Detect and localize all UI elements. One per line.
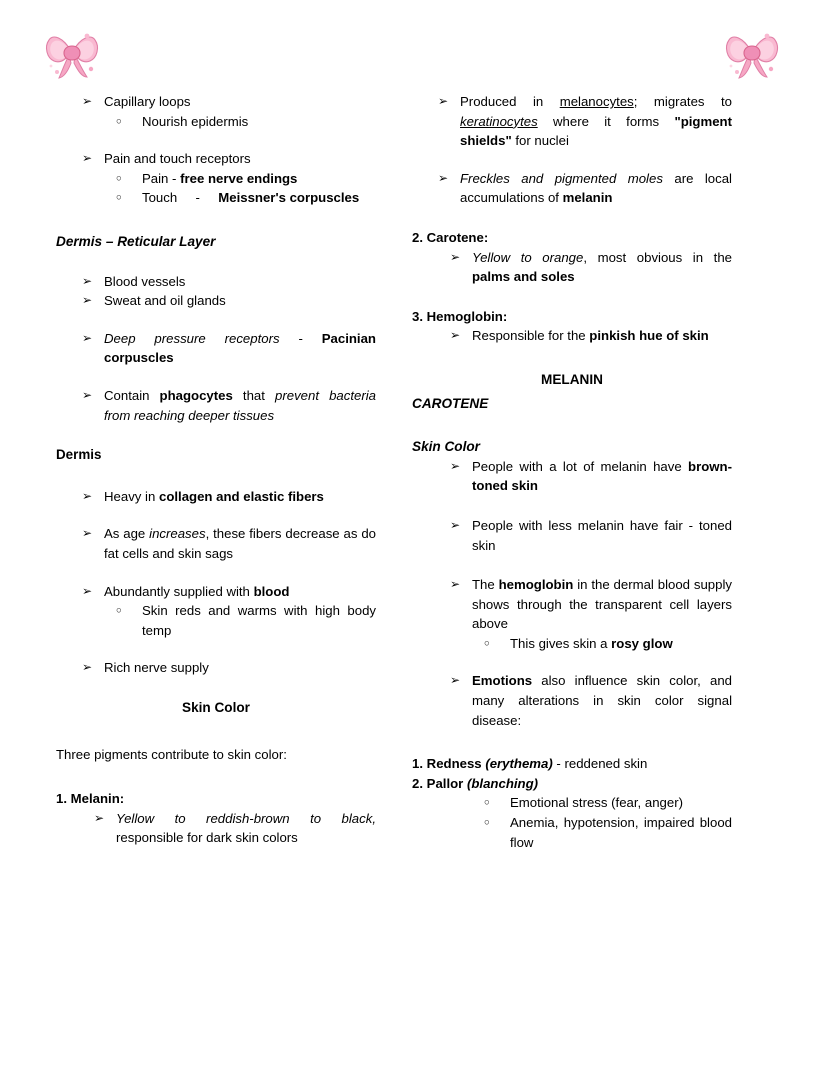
spacer (56, 506, 376, 524)
numbered-item (412, 774, 732, 794)
text-run: , most obvious in the (583, 249, 732, 265)
text-run: that (232, 387, 276, 403)
numbered-item: 3. Hemoglobin: (412, 308, 508, 324)
section-heading: CAROTENE (412, 395, 489, 411)
text-run-bold: melanin (562, 190, 613, 206)
section-heading: MELANIN (541, 371, 603, 387)
spacer (56, 208, 376, 232)
bullet-arrow-icon: ➢ (82, 526, 93, 541)
list-item-text (104, 582, 376, 602)
text-run-bold-italic: (erythema) (485, 756, 553, 772)
list-item (82, 272, 376, 292)
text-run: - (279, 330, 322, 346)
list-item (450, 671, 732, 730)
list-item (82, 658, 376, 678)
bullet-arrow-icon: ➢ (82, 293, 93, 308)
bullet-arrow-icon: ➢ (82, 94, 93, 108)
spacer (412, 413, 732, 437)
text-run-bold-italic: (blanching) (466, 775, 539, 791)
paragraph: Three pigments contribute to skin color: (56, 747, 287, 763)
text-run: As age (104, 526, 150, 542)
list-item-text: Nourish epidermis (142, 113, 249, 129)
text-run-bold: palms and soles (472, 269, 575, 285)
section-heading: Dermis (56, 447, 102, 463)
list-item-text: Skin reds and warms with high body temp (142, 603, 376, 638)
text-run: Responsible for the (472, 328, 590, 344)
section-heading: Dermis – Reticular Layer (56, 233, 216, 249)
list-item-text (472, 248, 732, 287)
bullet-arrow-icon: ➢ (450, 328, 461, 343)
bullet-arrow-icon: ➢ (450, 249, 461, 264)
list-item (116, 188, 376, 208)
list-item-text: Sweat and oil glands (104, 293, 226, 309)
bullet-arrow-icon: ➢ (82, 488, 93, 503)
list-item (82, 487, 376, 507)
text-run: Pain - (142, 170, 181, 186)
spacer (412, 346, 732, 370)
bullet-arrow-icon: ➢ (82, 583, 93, 598)
list-item-text: People with less melanin have fair - toned skin (472, 517, 732, 553)
bullet-circle-icon: ○ (484, 817, 490, 829)
bullet-arrow-icon: ➢ (82, 660, 93, 675)
list-item (82, 92, 376, 112)
left-column (56, 92, 376, 852)
bullet-arrow-icon: ➢ (450, 458, 461, 473)
text-run-bold: blood (253, 583, 290, 599)
text-run-bold: Pacinian corpuscles (104, 330, 376, 366)
list-item (82, 386, 376, 425)
section-heading: Skin Color (182, 699, 250, 715)
text-run: Produced in (460, 94, 560, 109)
text-run-underline-italic: keratinocytes (460, 113, 538, 129)
bullet-arrow-icon: ➢ (94, 810, 105, 825)
spacer (56, 640, 376, 658)
text-run-bold: brown-toned skin (472, 458, 732, 494)
pink-bow-icon (721, 24, 783, 82)
list-item (82, 149, 376, 169)
text-run: , these fibers decrease as do fat cells and skin sags (104, 526, 376, 561)
list-item (116, 112, 376, 132)
list-item (438, 169, 732, 208)
list-item-text (142, 188, 376, 208)
text-run: also influence skin color, and many alterations in skin color signal disease: (472, 673, 732, 728)
list-item (116, 169, 376, 189)
text-run: Contain (104, 387, 160, 403)
list-item (82, 524, 376, 563)
bullet-circle-icon: ○ (116, 605, 122, 617)
list-item-text (472, 575, 732, 634)
list-item (484, 813, 732, 852)
text-run-italic: Deep pressure receptors (104, 330, 280, 346)
text-run: People with a lot of melanin have (472, 458, 689, 474)
section-heading: Skin Color (412, 439, 480, 455)
spacer (412, 151, 732, 169)
text-run-bold: rosy glow (611, 635, 673, 651)
bullet-arrow-icon: ➢ (450, 577, 461, 592)
list-item-text (460, 169, 732, 208)
list-item-text (116, 809, 376, 848)
text-run-bold: "pigment shields" (460, 113, 732, 149)
bullet-circle-icon: ○ (116, 172, 122, 184)
bullet-arrow-icon: ➢ (438, 170, 449, 185)
text-run: are local accumulations of (460, 170, 732, 206)
right-column (412, 92, 732, 852)
list-item-text: Emotional stress (fear, anger) (510, 795, 683, 811)
spacer (56, 564, 376, 582)
text-run-italic: Yellow to orange (472, 249, 584, 265)
spacer (412, 730, 732, 754)
text-run-italic: Freckles and pigmented moles (460, 170, 663, 186)
list-item-text: Rich nerve supply (104, 660, 209, 676)
list-item (82, 291, 376, 311)
text-run-italic: prevent bacteria from reaching deeper tissues (104, 387, 376, 423)
spacer (412, 653, 732, 671)
list-item-text: Blood vessels (104, 273, 186, 289)
text-run: This gives skin a (510, 635, 612, 651)
text-run-bold: Meissner's corpuscles (218, 190, 360, 206)
bullet-circle-icon: ○ (484, 797, 490, 809)
list-item-text (472, 457, 732, 496)
text-run: for nuclei (511, 133, 569, 149)
list-item-text: Capillary loops (104, 94, 191, 109)
text-run: Touch (142, 190, 178, 206)
spacer (56, 425, 376, 445)
list-item-text (104, 524, 376, 563)
list-item-text (104, 386, 376, 425)
list-item-text (472, 671, 732, 730)
spacer (412, 496, 732, 516)
text-run: Heavy in (104, 488, 159, 504)
list-item-text: Anemia, hypotension, impaired blood flow (510, 815, 732, 850)
text-run: where it forms (537, 113, 675, 129)
spacer (412, 287, 732, 307)
list-item-text: Pain and touch receptors (104, 151, 251, 167)
spacer (56, 678, 376, 698)
list-item-text (510, 634, 732, 654)
bullet-arrow-icon: ➢ (82, 387, 93, 402)
list-item-text (142, 169, 376, 189)
list-item (450, 248, 732, 287)
list-item-text (104, 329, 376, 368)
text-run-bold: Pallor (426, 775, 467, 791)
bullet-arrow-icon: ➢ (82, 151, 93, 166)
text-run: Abundantly supplied with (104, 583, 254, 599)
text-run: ; migrates to (633, 94, 732, 109)
bullet-arrow-icon: ➢ (82, 330, 93, 345)
list-item (82, 329, 376, 368)
list-item-text (104, 487, 376, 507)
text-run: in the dermal blood supply shows through the transparent cell layers above (472, 577, 732, 632)
numbered-item: 1. Melanin: (56, 791, 125, 807)
spacer (56, 131, 376, 149)
text-run-bold: pinkish hue of skin (589, 328, 709, 344)
list-item-text (460, 92, 732, 151)
text-run-bold: phagocytes (159, 387, 233, 403)
list-item (116, 601, 376, 640)
spacer (56, 311, 376, 329)
text-run-italic: increases (149, 526, 206, 542)
numbered-item: 2. Carotene: (412, 229, 489, 245)
text-run: The (472, 577, 499, 593)
spacer (56, 717, 376, 745)
list-item (438, 92, 732, 151)
text-run-bold: Emotions (472, 673, 533, 689)
text-run-bold: free nerve endings (180, 170, 298, 186)
list-item (94, 809, 376, 848)
list-item (450, 516, 732, 555)
spacer (56, 252, 376, 272)
spacer (56, 765, 376, 789)
bullet-arrow-icon: ➢ (450, 517, 461, 532)
bullet-arrow-icon: ➢ (82, 273, 93, 288)
list-item (484, 793, 732, 813)
list-item (450, 326, 732, 346)
text-run: 1. (412, 756, 427, 772)
text-run-underline: melanocytes (559, 94, 634, 109)
pink-bow-icon (41, 24, 103, 82)
text-run-bold: collagen and elastic fibers (158, 488, 324, 504)
text-run-bold: hemoglobin (498, 577, 574, 593)
text-run: - reddened skin (552, 756, 648, 772)
bullet-arrow-icon: ➢ (438, 94, 449, 108)
bullet-circle-icon: ○ (116, 192, 122, 204)
list-item (82, 582, 376, 602)
text-run: 2. (412, 775, 427, 791)
content-columns (0, 92, 828, 852)
list-item-text (472, 326, 732, 346)
spacer (412, 208, 732, 228)
spacer (56, 465, 376, 487)
text-run-bold: Redness (426, 756, 486, 772)
bullet-circle-icon: ○ (484, 637, 490, 649)
list-item (450, 575, 732, 634)
list-item (450, 457, 732, 496)
text-run-italic: Yellow to reddish-brown to black, (116, 810, 376, 826)
bullet-circle-icon: ○ (116, 115, 122, 127)
numbered-item (412, 754, 732, 774)
spacer (412, 555, 732, 575)
bullet-arrow-icon: ➢ (450, 673, 461, 688)
spacer (56, 368, 376, 386)
text-run: - (195, 190, 200, 206)
text-run: responsible for dark skin colors (116, 830, 298, 846)
list-item (484, 634, 732, 654)
